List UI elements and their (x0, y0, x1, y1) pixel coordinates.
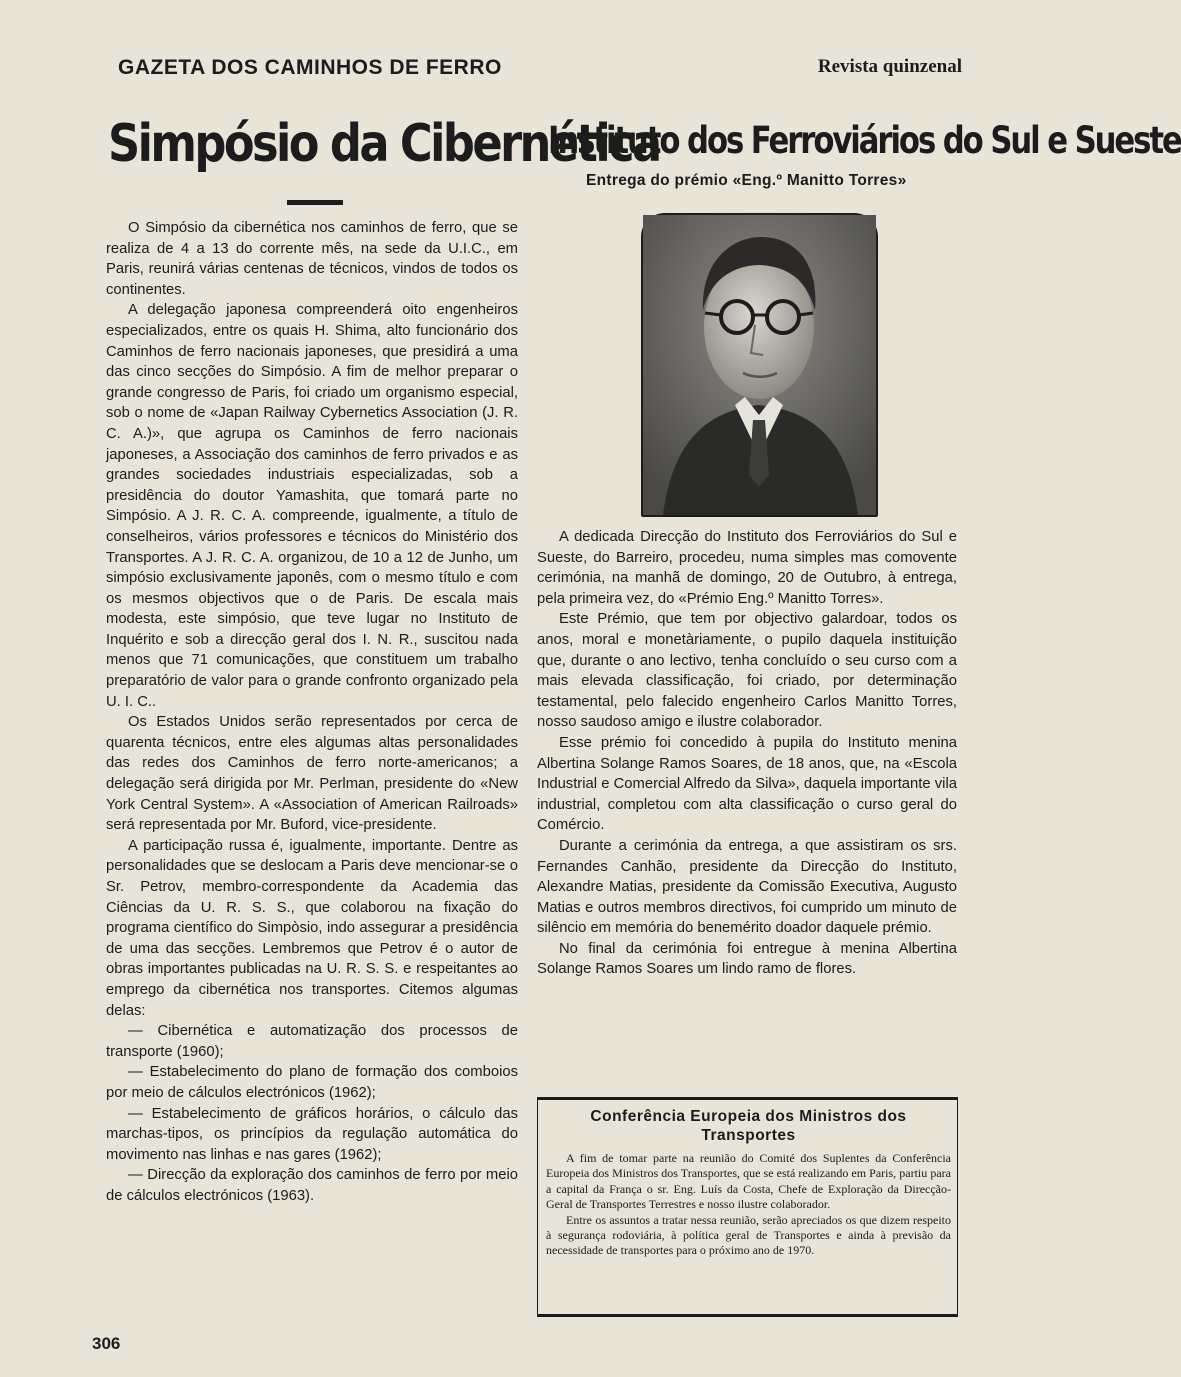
left-article-body (106, 218, 518, 1207)
left-paragraph: — Estabelecimento de gráficos horários, o cálculo das marchas-tipos, os princípios da regulação automática do movimento nas linhas e nas gares (1962); (106, 1105, 518, 1163)
left-paragraph: — Estabelecimento do plano de formação dos comboios por meio de cálculos electrónicos (1962); (106, 1064, 518, 1101)
right-paragraph: Esse prémio foi concedido à pupila do Instituto menina Albertina Solange Ramos Soares, de 18 anos, que, na «Escola Industrial e Comercial Alfredo da Silva», daquela importante vila industrial, completou com alta classificação o curso geral do Comércio. (537, 734, 957, 834)
right-article-body (537, 527, 957, 980)
right-article-title: Instituto dos Ferroviários do Sul e Sueste (548, 119, 1181, 162)
left-article-title: Simpósio da Cibernética (108, 114, 660, 174)
box-paragraph: A fim de tomar parte na reunião do Comité dos Suplentes da Conferência Europeia dos Ministros dos Transportes, que se está realizando em Paris, partiu para a capital da França o sr. Eng. Luís da Costa, Chefe de Exploração da Direcção-Geral de Transportes Terrestres e nosso ilustre colaborador. (546, 1151, 951, 1212)
publication-frequency: Revista quinzenal (817, 56, 962, 77)
left-paragraph: O Simpósio da cibernética nos caminhos de ferro, que se realiza de 4 a 13 do corrente mês, na sede da U.I.C., em Paris, reunirá várias centenas de técnicos, vindos de todos os continentes. (106, 220, 518, 298)
right-article-subtitle: Entrega do prémio «Eng.º Manitto Torres» (586, 172, 907, 189)
right-paragraph: Este Prémio, que tem por objectivo galardoar, todos os anos, moral e monetàriamente, o pupilo daquela instituição que, durante o ano lectivo, tenha concluído o seu curso com a mais elevada classificação, foi criado, por determinação testamental, pelo falecido engenheiro Carlos Manitto Torres, nosso saudoso amigo e ilustre colaborador. (537, 611, 957, 731)
right-paragraph: No final da cerimónia foi entregue à menina Albertina Solange Ramos Soares um lindo ramo de flores. (537, 940, 957, 978)
box-paragraph: Entre os assuntos a tratar nessa reunião, serão apreciados os que dizem respeito à segurança rodoviária, à política geral de Transportes e ainda à previsão da necessidade de transportes para o próximo ano de 1970. (546, 1212, 951, 1258)
box-body (546, 1151, 951, 1259)
left-paragraph: A participação russa é, igualmente, importante. Dentre as personalidades que se deslocam a Paris deve mencionar-se o Sr. Petrov, membro-correspondente da Academia das Ciências da U. R. S. S., que colaborou na fixação do programa científico do Simpòsio, indo assegurar a presidência de uma das secções. Lembremos que Petrov é o autor de obras importantes publicadas na U. R. S. S. e respeitantes ao emprego da cibernética nos transportes. Citemos algumas delas: (106, 837, 518, 1019)
publication-title: GAZETA DOS CAMINHOS DE FERRO (118, 56, 502, 79)
portrait-illustration (643, 215, 876, 515)
portrait-photo (641, 213, 878, 517)
page-number: 306 (92, 1334, 121, 1353)
title-divider (287, 200, 343, 205)
left-paragraph: Os Estados Unidos serão representados por cerca de quarenta técnicos, entre eles algumas altas personalidades das redes dos Caminhos de ferro norte-americanos; a delegação será dirigida por Mr. Perlman, presidente do «New York Central System». A «Association of American Railroads» será representada por Mr. Buford, vice-presidente. (106, 714, 518, 834)
left-paragraph: A delegação japonesa compreenderá oito engenheiros especializados, entre os quais H. Shima, alto funcionário dos Caminhos de ferro nacionais japoneses, que presidirá a uma das cinco secções do Simpósio. A fim de melhor preparar o grande congresso de Paris, foi criado um organismo especial, sob o nome de «Japan Railway Cybernetics Association (J. R. C. A.)», que agrupa os Caminhos de ferro nacionais japoneses, a Associação dos caminhos de ferro privados e as grandes sociedades industriais especializadas, sob a presidência do doutor Yamashita, que tomará parte no Simpósio. A J. R. C. A. compreende, igualmente, a título de conselheiros, vários professores e técnicos do Ministério dos Transportes. A J. R. C. A. organizou, de 10 a 12 de Junho, um simpósio exclusivamente japonês, com o mesmo título e com os mesmos objectivos que o de Paris. De escala mais modesta, este simpósio, que teve lugar no Instituto de Inquérito e sob a direcção geral dos I. N. R., suscitou nada menos que 71 comunicações, que constituem um trabalho preparatório de valor para o grande confronto organizado pela U. I. C.. (106, 302, 518, 710)
box-title: Conferência Europeia dos Ministros dos Transportes (590, 1108, 907, 1144)
right-paragraph: Durante a cerimónia da entrega, a que assistiram os srs. Fernandes Canhão, presidente da Direcção do Instituto, Alexandre Matias, presidente da Comissão Executiva, Augusto Matias e outros membros directivos, foi cumprido um minuto de silêncio em memória do benemérito doador daquele prémio. (537, 837, 957, 937)
conference-news-box (537, 1097, 958, 1317)
left-paragraph: — Direcção da exploração dos caminhos de ferro por meio de cálculos electrónicos (1963). (106, 1167, 518, 1204)
right-paragraph: A dedicada Direcção do Instituto dos Ferroviários do Sul e Sueste, do Barreiro, procedeu, numa simples mas comovente cerimónia, na manhã de domingo, 20 de Outubro, à entrega, pela primeira vez, do «Prémio Eng.º Manitto Torres». (537, 529, 957, 607)
left-paragraph: — Cibernética e automatização dos processos de transporte (1960); (106, 1023, 518, 1060)
